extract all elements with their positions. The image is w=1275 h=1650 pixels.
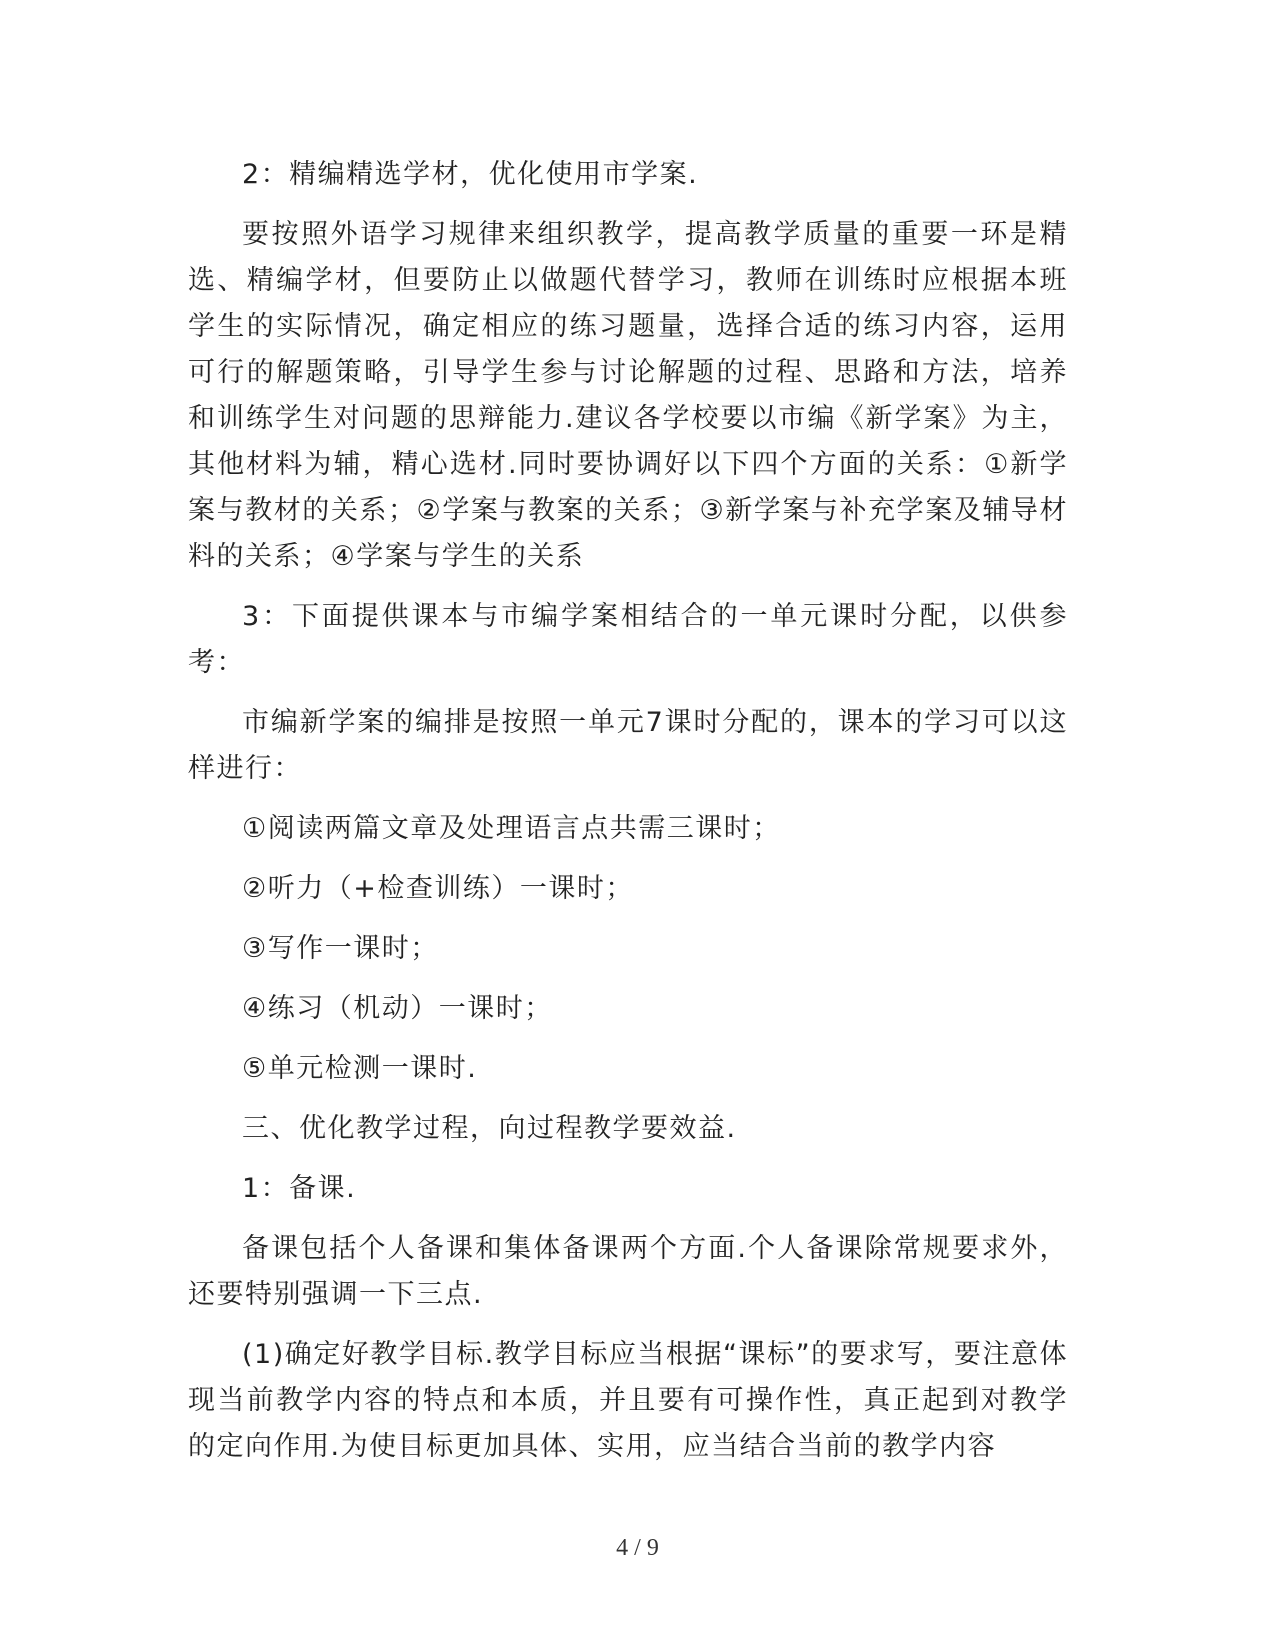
section-heading: 三、优化教学过程，向过程教学要效益. (242, 1113, 737, 1144)
list-item: ②听力（+检查训练）一课时； (242, 873, 634, 904)
list-item: ③写作一课时； (242, 933, 439, 964)
page-number: 4 / 9 (616, 1535, 659, 1561)
section-heading: 3：下面提供课本与市编学案相结合的一单元课时分配，以供参考： (188, 601, 1068, 678)
body-paragraph: 要按照外语学习规律来组织教学，提高教学质量的重要一环是精选、精编学材，但要防止以做题代替学习，教师在训练时应根据本班学生的实际情况，确定相应的练习题量，选择合适的练习内容，运用可行的解题策略，引导学生参与讨论解题的过程、思路和方法，培养和训练学生对问题的思辩能力.建议各学校要以市编《新学案》为主，其他材料为辅，精心选材.同时要协调好以下四个方面的关系：①新学案与教材的关系；②学案与教案的关系；③新学案与补充学案及辅导材料的关系；④学案与学生的关系 (188, 219, 1068, 572)
body-paragraph: 市编新学案的编排是按照一单元7课时分配的，课本的学习可以这样进行： (188, 707, 1068, 784)
list-item: ①阅读两篇文章及处理语言点共需三课时； (242, 813, 781, 844)
body-paragraph: 备课包括个人备课和集体备课两个方面.个人备课除常规要求外，还要特别强调一下三点. (188, 1233, 1068, 1310)
list-item: ⑤单元检测一课时. (242, 1053, 478, 1084)
section-heading: 2：精编精选学材，优化使用市学案. (242, 159, 699, 190)
subsection-heading: 1：备课. (242, 1173, 357, 1204)
body-paragraph: (1)确定好教学目标.教学目标应当根据“课标”的要求写，要注意体现当前教学内容的特点和本质，并且要有可操作性，真正起到对教学的定向作用.为使目标更加具体、实用，应当结合当前的教学内容 (188, 1339, 1068, 1462)
list-item: ④练习（机动）一课时； (242, 993, 553, 1024)
document-body (188, 152, 1068, 1484)
